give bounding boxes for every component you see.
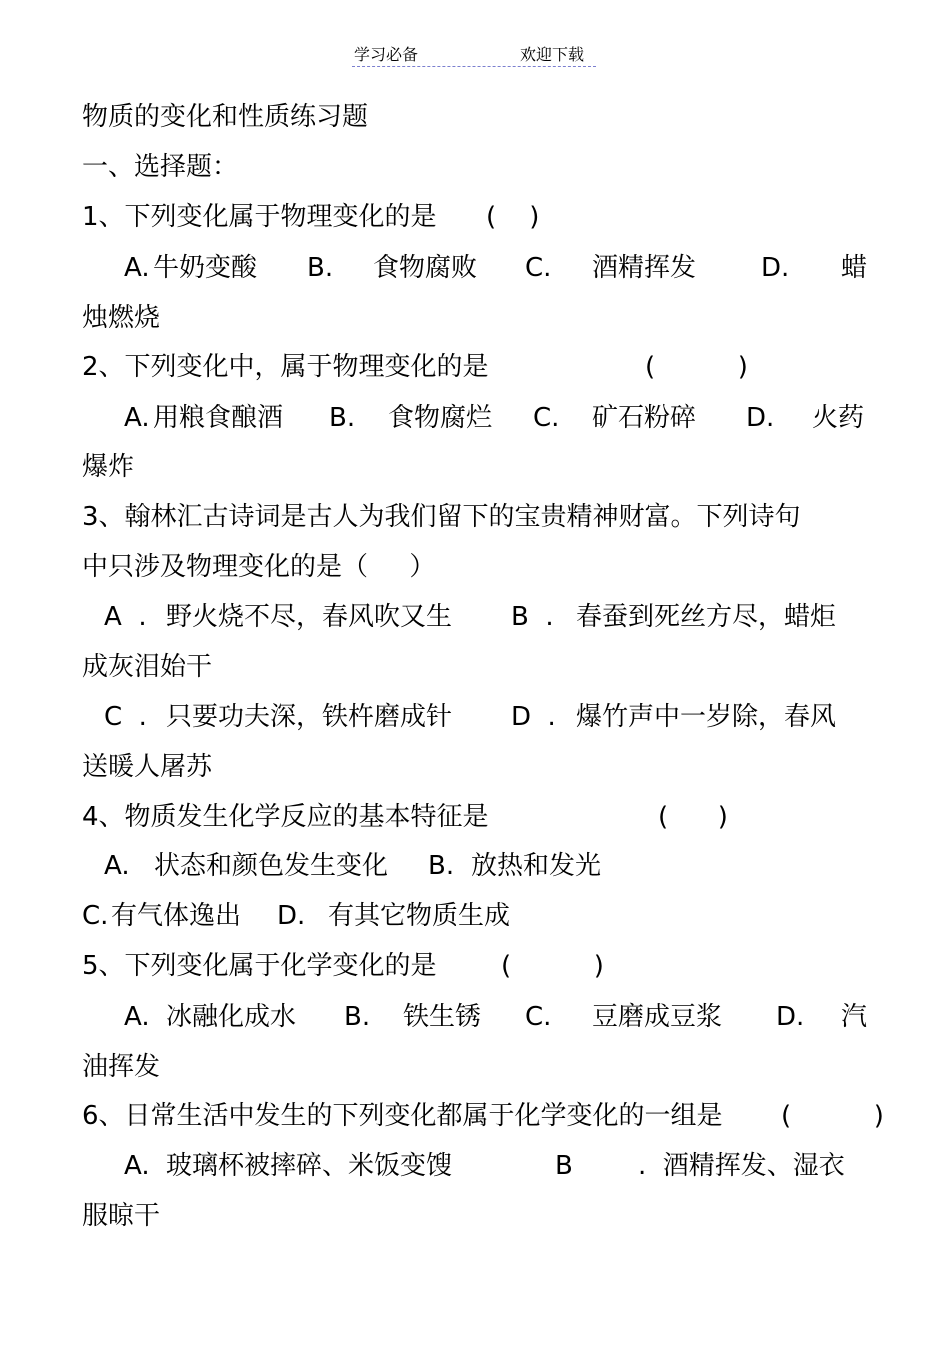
question-3-stem-line-1: 3、翰林汇古诗词是古人为我们留下的宝贵精神财富。下列诗句 — [82, 502, 801, 532]
q1-option-a-label: A. — [124, 253, 150, 283]
question-4-answer-paren: ( ) — [658, 802, 728, 832]
q5-option-d-text: 汽 — [841, 1002, 868, 1032]
q6-option-a-label: A. — [124, 1151, 150, 1181]
question-2-answer-paren: ( ) — [645, 352, 748, 382]
q6-continuation: 服晾干 — [82, 1201, 161, 1231]
q3-option-c-text: 只要功夫深，铁杵磨成针 — [166, 702, 453, 732]
page-header — [352, 40, 596, 67]
q5-option-d-label: D. — [776, 1002, 805, 1032]
section-heading: 一、选择题： — [82, 152, 239, 182]
q2-option-c-label: C. — [533, 403, 560, 433]
q4-option-b-text: 放热和发光 — [471, 851, 602, 881]
q4-option-c-label: C. — [82, 901, 109, 931]
q5-option-a-text: 冰融化成水 — [166, 1002, 297, 1032]
q1-option-b-label: B. — [307, 253, 334, 283]
q6-option-b-label: B — [555, 1151, 573, 1181]
q1-option-a-text: 牛奶变酸 — [153, 253, 258, 283]
header-left-text: 学习必备 — [354, 45, 419, 64]
q1-option-b-text: 食物腐败 — [373, 253, 478, 283]
q2-continuation: 爆炸 — [82, 452, 135, 482]
q1-continuation: 烛燃烧 — [82, 303, 161, 333]
question-2-stem: 2、下列变化中，属于物理变化的是 — [82, 352, 489, 382]
q3-option-a-text: 野火烧不尽，春风吹又生 — [166, 602, 453, 632]
q5-continuation: 油挥发 — [82, 1052, 161, 1082]
question-6-answer-paren: ( ) — [781, 1101, 884, 1131]
q4-option-d-label: D. — [277, 901, 306, 931]
q2-option-c-text: 矿石粉碎 — [592, 403, 697, 433]
q6-option-a-text: 玻璃杯被摔碎、米饭变馊 — [166, 1151, 453, 1181]
q2-option-b-label: B. — [329, 403, 356, 433]
q3-option-b-continuation: 成灰泪始干 — [82, 652, 213, 682]
question-5-stem: 5、下列变化属于化学变化的是 — [82, 951, 437, 981]
q1-option-c-text: 酒精挥发 — [592, 253, 697, 283]
q4-option-a-label: A. — [104, 851, 130, 881]
q4-option-c-text: 有气体逸出 — [111, 901, 242, 931]
q5-option-c-label: C. — [525, 1002, 552, 1032]
q3-option-c-label: C . — [104, 702, 147, 732]
q2-option-d-text: 火药 — [812, 403, 865, 433]
question-1-stem: 1、下列变化属于物理变化的是 — [82, 202, 437, 232]
q1-option-c-label: C. — [525, 253, 552, 283]
q4-option-d-text: 有其它物质生成 — [328, 901, 511, 931]
q1-option-d-label: D. — [761, 253, 790, 283]
question-3-stem-line-2: 中只涉及物理变化的是（ ） — [82, 552, 436, 582]
q3-option-a-label: A . — [104, 602, 147, 632]
q5-option-b-label: B. — [344, 1002, 371, 1032]
header-right-text: 欢迎下载 — [520, 45, 585, 64]
q2-option-a-label: A. — [124, 403, 150, 433]
q3-option-d-text: 爆竹声中一岁除，春风 — [576, 702, 837, 732]
question-6-stem: 6、日常生活中发生的下列变化都属于化学变化的一组是 — [82, 1101, 723, 1131]
q5-option-c-text: 豆磨成豆浆 — [592, 1002, 723, 1032]
document-title: 物质的变化和性质练习题 — [82, 102, 369, 132]
q5-option-a-label: A. — [124, 1002, 150, 1032]
q5-option-b-text: 铁生锈 — [403, 1002, 482, 1032]
q6-option-b-text: . 酒精挥发、湿衣 — [638, 1151, 845, 1181]
question-4-stem: 4、物质发生化学反应的基本特征是 — [82, 802, 489, 832]
q3-option-b-label: B . — [511, 602, 554, 632]
q4-option-a-text: 状态和颜色发生变化 — [154, 851, 389, 881]
q2-option-d-label: D. — [746, 403, 775, 433]
q1-option-d-text: 蜡 — [841, 253, 868, 283]
q3-option-d-continuation: 送暖人屠苏 — [82, 752, 213, 782]
q2-option-a-text: 用粮食酿酒 — [153, 403, 284, 433]
q2-option-b-text: 食物腐烂 — [388, 403, 493, 433]
question-1-answer-paren: ( ) — [486, 202, 540, 232]
q3-option-b-text: 春蚕到死丝方尽，蜡炬 — [576, 602, 837, 632]
question-5-answer-paren: ( ) — [501, 951, 604, 981]
q4-option-b-label: B. — [428, 851, 455, 881]
q3-option-d-label: D . — [511, 702, 556, 732]
